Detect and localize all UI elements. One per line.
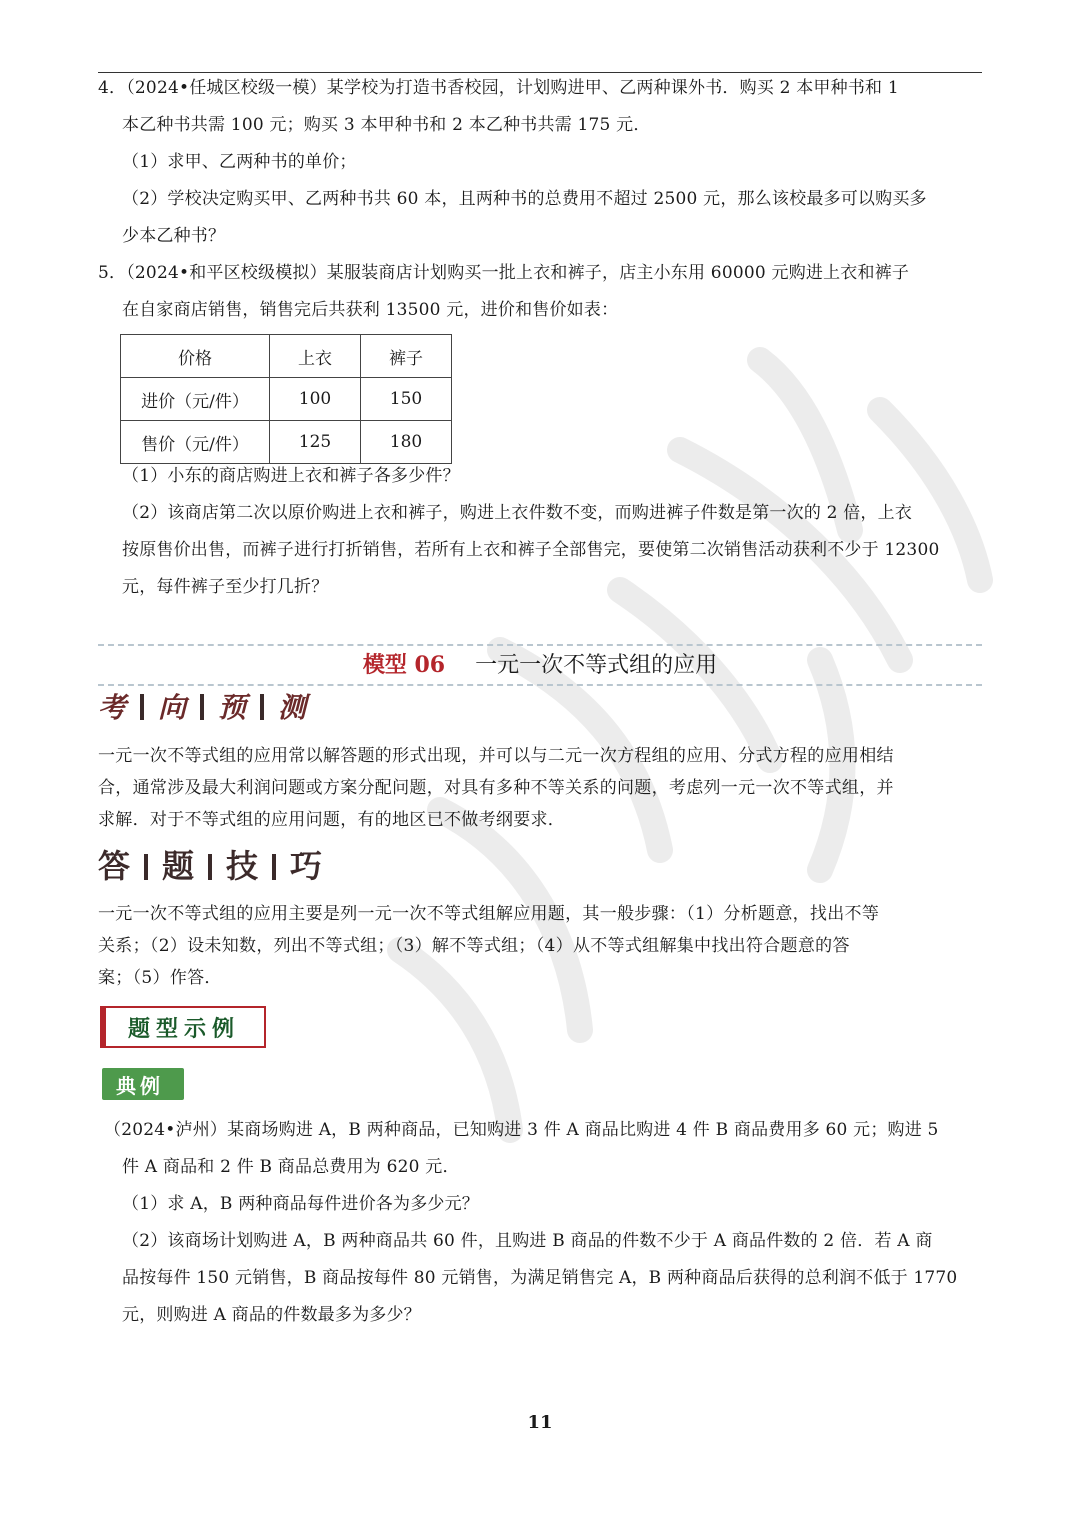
forecast-line-3: 求解．对于不等式组的应用问题，有的地区已不做考纲要求．	[98, 810, 566, 830]
forecast-heading-char: 预	[218, 691, 247, 724]
q5-line-1: 5．（2024•和平区校级模拟）某服装商店计划购买一批上衣和裤子，店主小东用 60000 元购进上衣和裤子	[98, 263, 910, 283]
q4-line-2: 本乙种书共需 100 元；购买 3 本甲种书和 2 本乙种书共需 175 元．	[122, 115, 651, 135]
tips-heading	[98, 846, 322, 886]
price-table	[120, 334, 452, 464]
table-header-row	[121, 335, 452, 378]
example-line-5: 品按每件 150 元销售，B 商品按每件 80 元销售，为满足销售完 A，B 两种商品后获得的总利润不低于 1770	[122, 1268, 958, 1288]
table-cell: 售价（元/件）	[121, 421, 270, 464]
forecast-line-1: 一元一次不等式组的应用常以解答题的形式出现，并可以与二元一次方程组的应用、分式方程的应用相结	[98, 746, 894, 766]
type-example-banner	[100, 1006, 266, 1048]
tips-line-1: 一元一次不等式组的应用主要是列一元一次不等式组解应用题，其一般步骤：（1）分析题意，找出不等	[98, 904, 880, 924]
table-row	[121, 378, 452, 421]
q5-line-4: （2）该商店第二次以原价购进上衣和裤子，购进上衣件数不变，而购进裤子件数是第一次的 2 倍，上衣	[122, 503, 913, 523]
top-rule	[98, 72, 982, 73]
tips-line-2: 关系；（2）设未知数，列出不等式组；（3）解不等式组；（4）从不等式组解集中找出符合题意的答	[98, 936, 850, 956]
tips-heading-char: 题	[162, 847, 195, 885]
table-header-cell: 裤子	[361, 335, 452, 378]
example-banner	[102, 1068, 184, 1100]
tips-heading-char: 技	[226, 847, 259, 885]
forecast-heading-char: 考	[98, 691, 127, 724]
page-number: 11	[527, 1412, 553, 1433]
table-cell: 进价（元/件）	[121, 378, 270, 421]
table-cell: 180	[361, 421, 452, 464]
tips-line-3: 案；（5）作答．	[98, 968, 222, 988]
q4-line-5: 少本乙种书？	[122, 226, 226, 246]
tips-heading-char: 巧	[290, 847, 323, 885]
divider-bottom	[98, 684, 982, 686]
forecast-heading-char: 测	[278, 691, 307, 724]
example-line-2: 件 A 商品和 2 件 B 商品总费用为 620 元．	[122, 1157, 460, 1177]
example-label: 典例	[116, 1074, 164, 1098]
q5-line-2: 在自家商店销售，销售完后共获利 13500 元，进价和售价如表：	[122, 300, 619, 320]
table-cell: 100	[270, 378, 361, 421]
example-line-6: 元，则购进 A 商品的件数最多为多少？	[122, 1305, 421, 1325]
q4-line-1: 4．（2024•任城区校级一模）某学校为打造书香校园，计划购进甲、乙两种课外书．购买 2 本甲种书和 1	[98, 78, 899, 98]
forecast-heading	[98, 690, 306, 726]
q5-line-6: 元，每件裤子至少打几折？	[122, 577, 329, 597]
tips-heading-char: 答	[98, 847, 131, 885]
example-line-3: （1）求 A，B 两种商品每件进价各为多少元？	[122, 1194, 479, 1214]
table-header-cell: 上衣	[270, 335, 361, 378]
q5-line-3: （1）小东的商店购进上衣和裤子各多少件？	[122, 466, 460, 486]
example-line-4: （2）该商场计划购进 A，B 两种商品共 60 件，且购进 B 商品的件数不少于 A 商品件数的 2 倍．若 A 商	[122, 1231, 933, 1251]
divider-top	[98, 644, 982, 646]
q4-line-4: （2）学校决定购买甲、乙两种书共 60 本，且两种书的总费用不超过 2500 元，那么该校最多可以购买多	[122, 189, 927, 209]
table-row	[121, 421, 452, 464]
forecast-heading-char: 向	[158, 691, 187, 724]
example-line-1: （2024•泸州）某商场购进 A，B 两种商品，已知购进 3 件 A 商品比购进 4 件 B 商品费用多 60 元；购进 5	[104, 1120, 939, 1140]
forecast-line-2: 合，通常涉及最大利润问题或方案分配问题，对具有多种不等关系的问题，考虑列一元一次不等式组，并	[98, 778, 894, 798]
type-example-label: 题型示例	[128, 1016, 241, 1042]
model-tag: 模型 06	[362, 652, 446, 678]
model-title	[0, 650, 1080, 681]
q5-line-5: 按原售价出售，而裤子进行打折销售，若所有上衣和裤子全部售完，要使第二次销售活动获利不少于 12300	[122, 540, 940, 560]
table-header-cell: 价格	[121, 335, 270, 378]
model-name: 一元一次不等式组的应用	[475, 653, 718, 678]
q4-line-3: （1）求甲、乙两种书的单价；	[122, 152, 357, 172]
table-cell: 150	[361, 378, 452, 421]
table-cell: 125	[270, 421, 361, 464]
